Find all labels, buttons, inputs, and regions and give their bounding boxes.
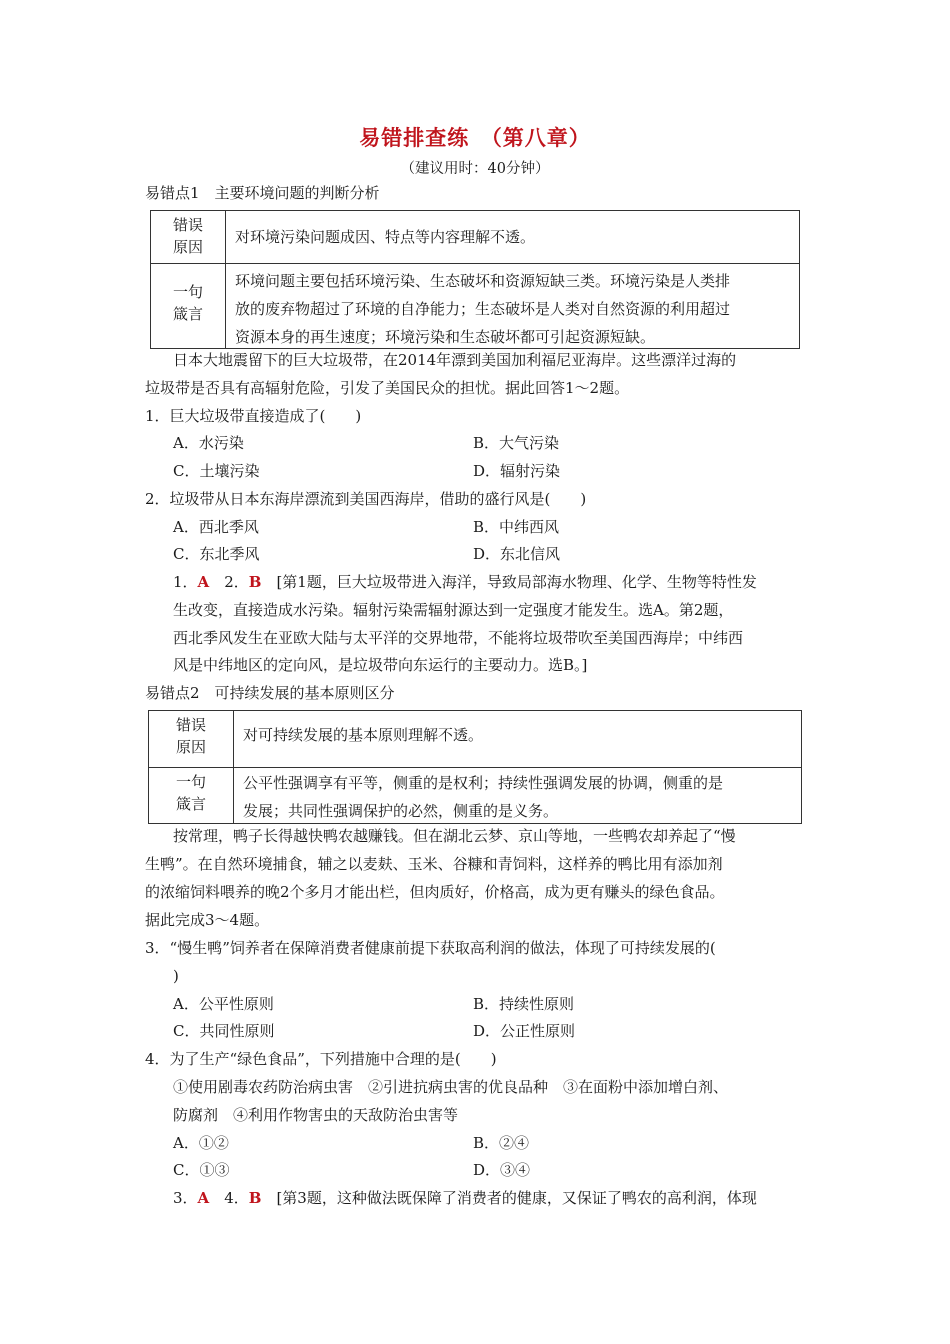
question4-stem: 4．为了生产“绿色食品”，下列措施中合理的是( ) bbox=[145, 1050, 497, 1068]
answer-1-2-line1: 1．A 2．B [第1题，巨大垃圾带进入海洋，导致局部海水物理、化学、生物等特性发 bbox=[173, 573, 757, 591]
question4-measures-line2: 防腐剂 ④利用作物害虫的天敌防治虫害等 bbox=[173, 1106, 459, 1124]
question1-option-b: B．大气污染 bbox=[473, 434, 560, 452]
question2-option-d: D．东北信风 bbox=[473, 545, 561, 563]
motto-label: 一句 箴言 bbox=[175, 773, 206, 813]
question2-option-c: C．东北季风 bbox=[173, 545, 260, 563]
motto-text: 公平性强调享有平等，侧重的是权利；持续性强调发展的协调，侧重的是 发展；共同性强调保护的必然，侧重的是义务。 bbox=[243, 774, 724, 820]
section1-table bbox=[150, 210, 800, 349]
error-cause-label: 错误 原因 bbox=[172, 216, 203, 256]
answer-1-2-line2: 生改变，直接造成水污染。辐射污染需辐射源达到一定强度才能发生。选A。第2题， bbox=[173, 601, 734, 619]
question3-option-d: D．公正性原则 bbox=[473, 1022, 576, 1040]
question2-stem: 2．垃圾带从日本东海岸漂流到美国西海岸，借助的盛行风是( ) bbox=[145, 490, 587, 508]
question4-option-b: B．②④ bbox=[473, 1134, 530, 1152]
question3-option-b: B．持续性原则 bbox=[473, 995, 575, 1013]
page-title: 易错排查练 （第八章） bbox=[359, 126, 591, 150]
question3-option-c: C．共同性原则 bbox=[173, 1022, 275, 1040]
section1-heading: 易错点1 主要环境问题的判断分析 bbox=[145, 184, 380, 202]
question4-option-a: A．①② bbox=[173, 1134, 229, 1152]
motto-text: 环境问题主要包括环境污染、生态破坏和资源短缺三类。环境污染是人类排 放的废弃物超过了环境的自净能力；生态破坏是人类对自然资源的利用超过 资源本身的再生速度；环境污染和生态破坏都可引起资源短缺。 bbox=[235, 272, 731, 346]
answer-1-2-line4: 风是中纬地区的定向风，是垃圾带向东运行的主要动力。选B。] bbox=[173, 656, 588, 674]
answer-1-2-line3: 西北季风发生在亚欧大陆与太平洋的交界地带，不能将垃圾带吹至美国西海岸；中纬西 bbox=[173, 629, 744, 647]
question1-stem: 1．巨大垃圾带直接造成了( ) bbox=[145, 407, 362, 425]
passage1-line1: 日本大地震留下的巨大垃圾带，在2014年漂到美国加利福尼亚海岸。这些漂洋过海的 bbox=[173, 351, 737, 369]
question2-option-b: B．中纬西风 bbox=[473, 518, 560, 536]
passage2-line4: 据此完成3～4题。 bbox=[145, 911, 270, 929]
error-cause-label: 错误 原因 bbox=[175, 716, 206, 756]
motto-label: 一句 箴言 bbox=[172, 283, 203, 323]
question3-stem-end: ) bbox=[173, 967, 179, 985]
answer-3-4-line1: 3．A 4．B [第3题，这种做法既保障了消费者的健康，又保证了鸭农的高利润，体现 bbox=[173, 1189, 757, 1207]
question3-option-a: A．公平性原则 bbox=[173, 995, 274, 1013]
section2-heading: 易错点2 可持续发展的基本原则区分 bbox=[145, 684, 395, 702]
error-cause-text: 对环境污染问题成因、特点等内容理解不透。 bbox=[235, 228, 536, 246]
suggested-time: （建议用时：40分钟） bbox=[400, 161, 550, 177]
passage2-line2: 生鸭”。在自然环境捕食，辅之以麦麸、玉米、谷糠和青饲料，这样养的鸭比用有添加剂 bbox=[145, 855, 723, 873]
error-cause-text: 对可持续发展的基本原则理解不透。 bbox=[243, 726, 484, 744]
question4-option-d: D．③④ bbox=[473, 1161, 531, 1179]
question2-option-a: A．西北季风 bbox=[173, 518, 259, 536]
question4-option-c: C．①③ bbox=[173, 1161, 230, 1179]
passage2-line3: 的浓缩饲料喂养的晚2个多月才能出栏，但肉质好，价格高，成为更有赚头的绿色食品。 bbox=[145, 883, 725, 901]
question1-option-a: A．水污染 bbox=[173, 434, 244, 452]
question4-measures-line1: ①使用剧毒农药防治病虫害 ②引进抗病虫害的优良品种 ③在面粉中添加增白剂、 bbox=[173, 1078, 729, 1096]
question3-stem: 3．“慢生鸭”饲养者在保障消费者健康前提下获取高利润的做法，体现了可持续发展的( bbox=[145, 939, 716, 957]
section2-table bbox=[148, 710, 802, 824]
question1-option-d: D．辐射污染 bbox=[473, 462, 561, 480]
passage2-line1: 按常理，鸭子长得越快鸭农越赚钱。但在湖北云梦、京山等地，一些鸭农却养起了“慢 bbox=[173, 827, 736, 845]
question1-option-c: C．土壤污染 bbox=[173, 462, 260, 480]
passage1-line2: 垃圾带是否具有高辐射危险，引发了美国民众的担忧。据此回答1～2题。 bbox=[145, 379, 630, 397]
